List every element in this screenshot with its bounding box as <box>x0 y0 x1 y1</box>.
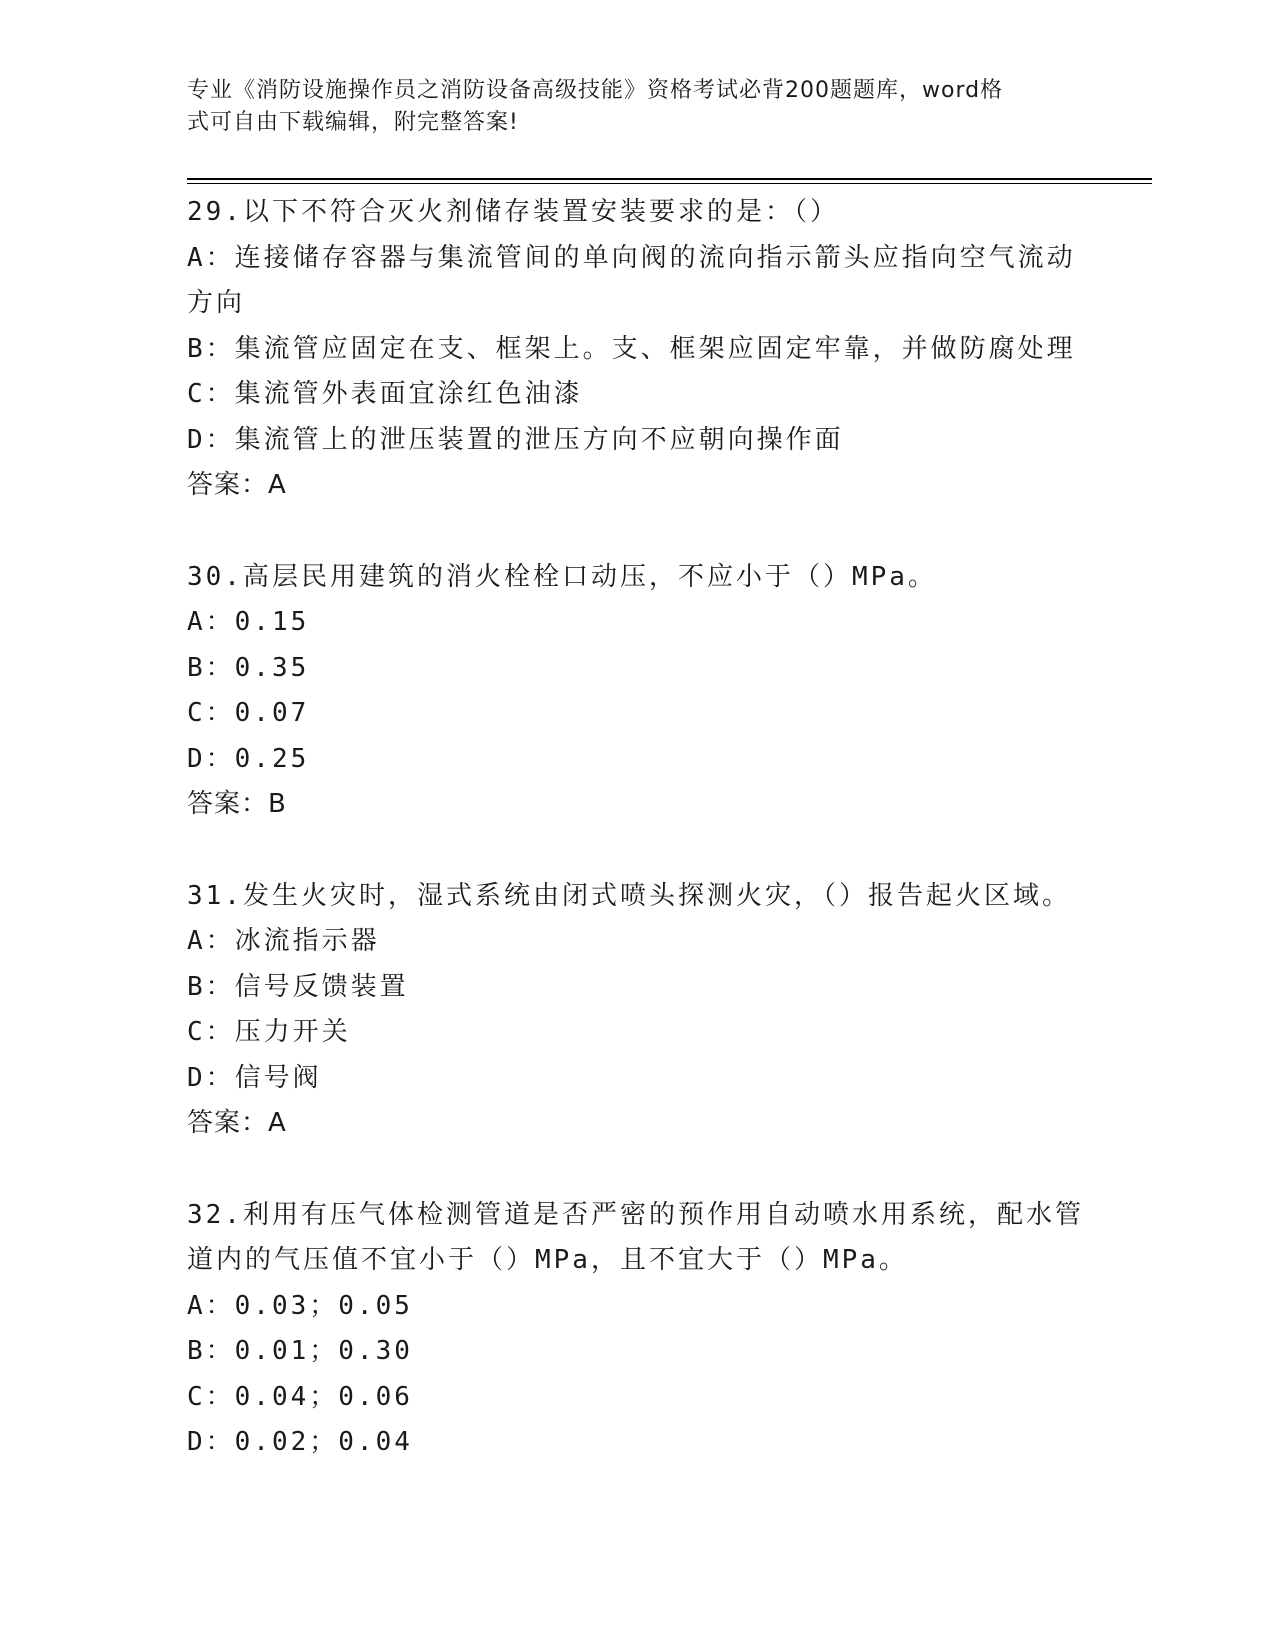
option-d: D：集流管上的泄压装置的泄压方向不应朝向操作面 <box>187 424 844 455</box>
answer-label: 答案：B <box>187 789 287 819</box>
option-a-continued: 方向 <box>187 288 246 318</box>
answer-label: 答案：A <box>187 470 287 500</box>
question-31 <box>187 874 1087 1147</box>
option-b: B：集流管应固定在支、框架上。支、框架应固定牢靠，并做防腐处理 <box>187 333 1076 364</box>
question-30 <box>187 555 1087 828</box>
option-a: A：连接储存容器与集流管间的单向阀的流向指示箭头应指向空气流动 <box>187 242 1076 273</box>
answer-label: 答案：A <box>187 1108 287 1138</box>
option-c: C：压力开关 <box>187 1017 351 1047</box>
option-a: A：0.15 <box>187 607 310 637</box>
option-b: B：0.35 <box>187 652 310 683</box>
option-a: A：0.03；0.05 <box>187 1290 413 1321</box>
option-d: D：0.25 <box>187 743 310 774</box>
option-c: C：0.07 <box>187 698 310 728</box>
header-line-2: 式可自由下载编辑，附完整答案! <box>187 110 519 135</box>
question-29 <box>187 190 1087 509</box>
question-32 <box>187 1193 1087 1466</box>
option-c: C：集流管外表面宜涂红色油漆 <box>187 379 583 409</box>
question-stem: 32.利用有压气体检测管道是否严密的预作用自动喷水用系统，配水管 <box>187 1199 1084 1230</box>
spacer <box>187 828 1087 874</box>
question-stem-continued: 道内的气压值不宜小于（）MPa，且不宜大于（）MPa。 <box>187 1245 908 1275</box>
question-stem: 30.高层民用建筑的消火栓栓口动压，不应小于（）MPa。 <box>187 561 937 592</box>
header-divider-thin <box>187 183 1152 184</box>
question-list <box>187 190 1087 1466</box>
option-c: C：0.04；0.06 <box>187 1381 413 1412</box>
option-b: B：信号反馈装置 <box>187 971 409 1002</box>
spacer <box>187 509 1087 555</box>
option-a: A：冰流指示器 <box>187 926 380 956</box>
question-stem: 31.发生火灾时，湿式系统由闭式喷头探测火灾，（）报告起火区域。 <box>187 880 1071 911</box>
option-d: D：信号阀 <box>187 1062 322 1093</box>
question-stem: 29.以下不符合灭火剂储存装置安装要求的是：（） <box>187 197 839 227</box>
document-header <box>187 75 1087 139</box>
header-divider-thick <box>187 178 1152 180</box>
header-line-1: 专业《消防设施操作员之消防设备高级技能》资格考试必背200题题库，word格 <box>187 78 1004 103</box>
option-b: B：0.01；0.30 <box>187 1336 413 1366</box>
spacer <box>187 1147 1087 1193</box>
option-d: D：0.02；0.04 <box>187 1427 413 1457</box>
